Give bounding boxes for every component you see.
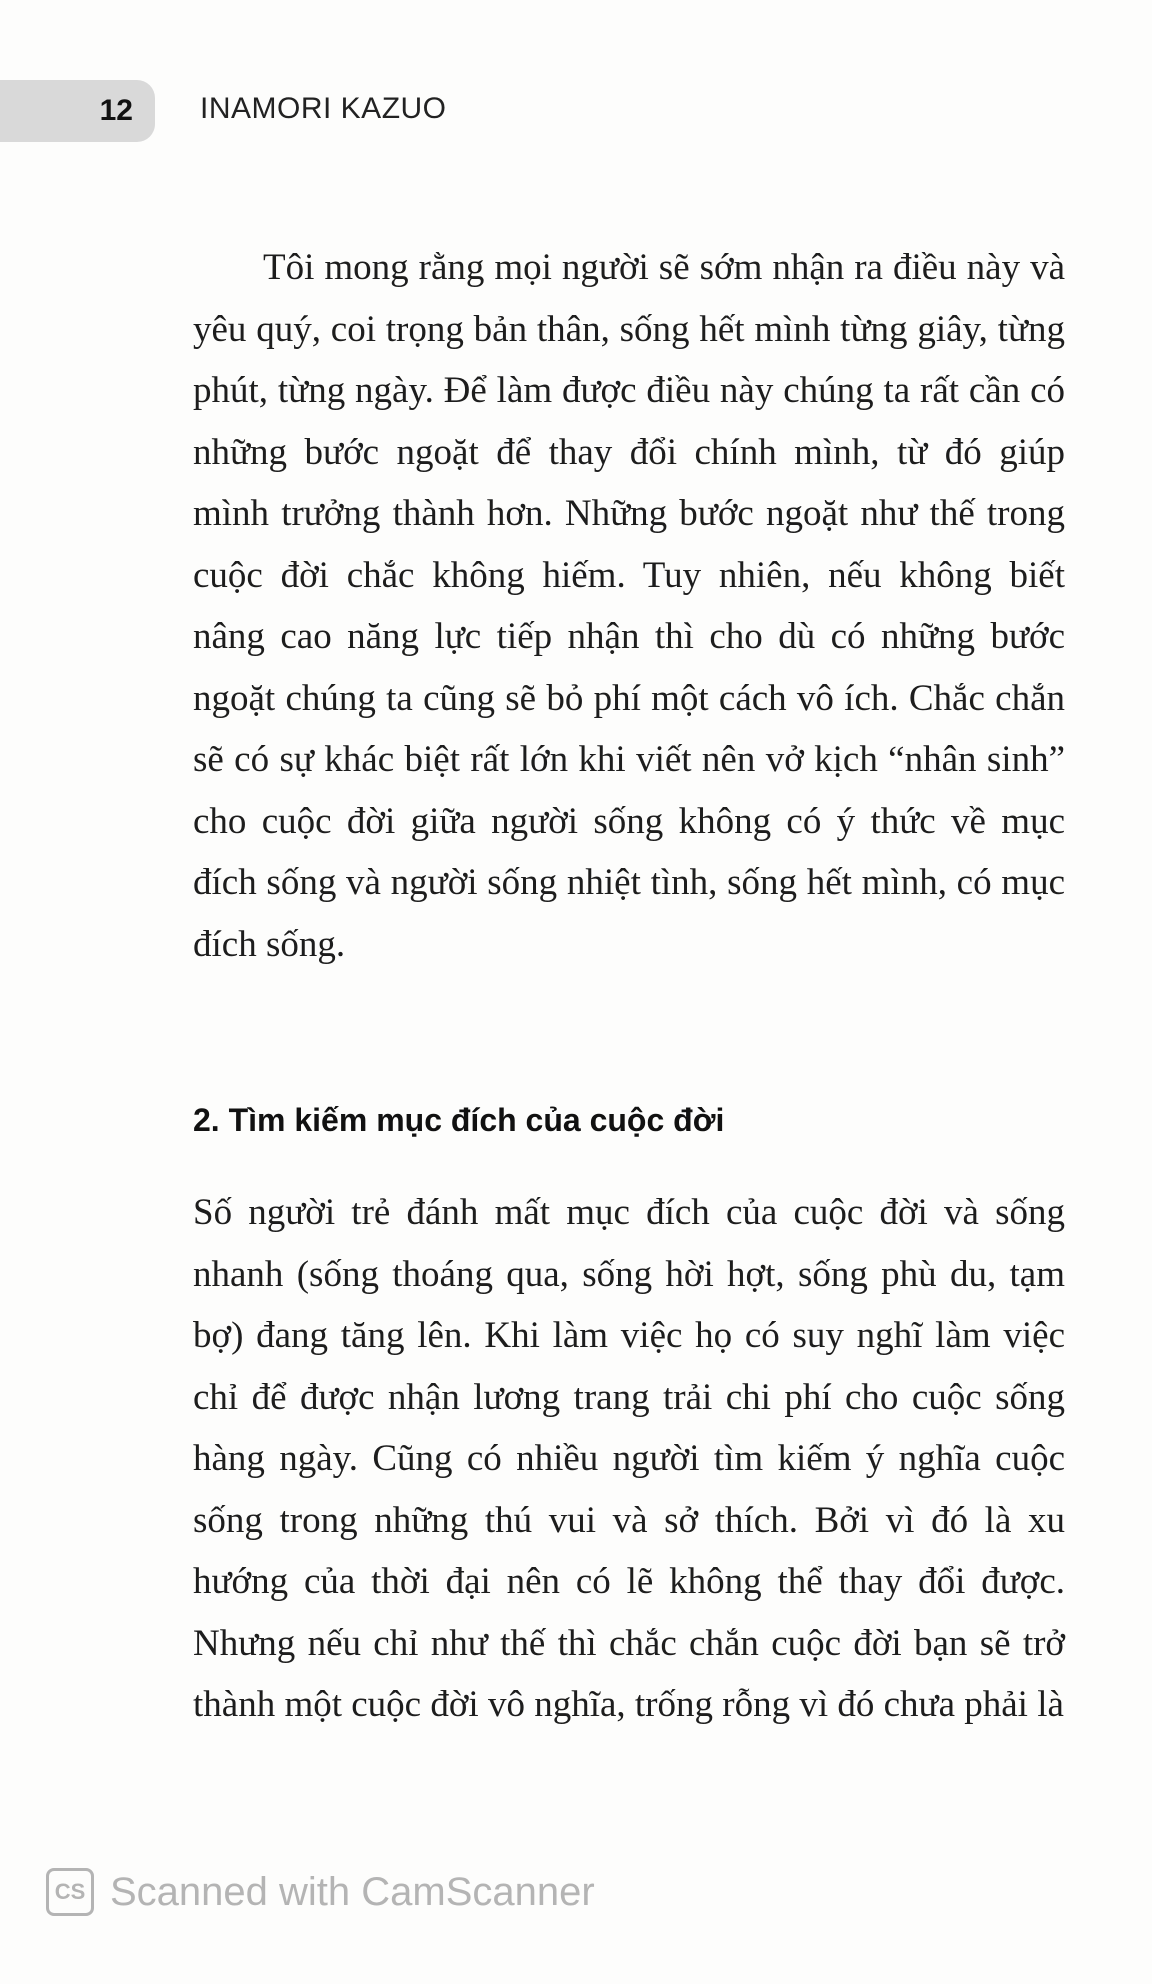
body-paragraph-1: Tôi mong rằng mọi người sẽ sớm nhận ra điều này và yêu quý, coi trọng bản thân, sống hết mình từng giây, từng phút, từng ngày. Để làm được điều này chúng ta rất cần có những bước ngoặt để thay đổi chính mình, từ đó giúp mình trưởng thành hơn. Những bước ngoặt như thế trong cuộc đời chắc không hiếm. Tuy nhiên, nếu không biết nâng cao năng lực tiếp nhận thì cho dù có những bước ngoặt chúng ta cũng sẽ bỏ phí một cách vô ích. Chắc chắn sẽ có sự khác biệt rất lớn khi viết nên vở kịch “nhân sinh” cho cuộc đời giữa người sống không có ý thức về mục đích sống và người sống nhiệt tình, sống hết mình, có mục đích sống.: [193, 247, 1065, 965]
running-head: INAMORI KAZUO: [200, 92, 447, 125]
page-number: 12: [99, 94, 133, 127]
camscanner-logo-icon: [46, 1868, 94, 1916]
camscanner-logo-text: CS: [54, 1879, 86, 1904]
section-heading: 2. Tìm kiếm mục đích của cuộc đời: [193, 1102, 725, 1138]
page-number-tab: [0, 80, 155, 142]
watermark-text: Scanned with CamScanner: [110, 1869, 595, 1914]
body-paragraph-2: Số người trẻ đánh mất mục đích của cuộc đời và sống nhanh (sống thoáng qua, sống hời hợt, sống phù du, tạm bợ) đang tăng lên. Khi làm việc họ có suy nghĩ làm việc chỉ để được nhận lương trang trải chi phí cho cuộc sống hàng ngày. Cũng có nhiều người tìm kiếm ý nghĩa cuộc sống trong những thú vui và sở thích. Bởi vì đó là xu hướng của thời đại nên có lẽ không thể thay đổi được. Nhưng nếu chỉ như thế thì chắc chắn cuộc đời bạn sẽ trở thành một cuộc đời vô nghĩa, trống rỗng vì đó chưa phải là: [193, 1192, 1065, 1725]
camscanner-watermark: [46, 1868, 595, 1916]
